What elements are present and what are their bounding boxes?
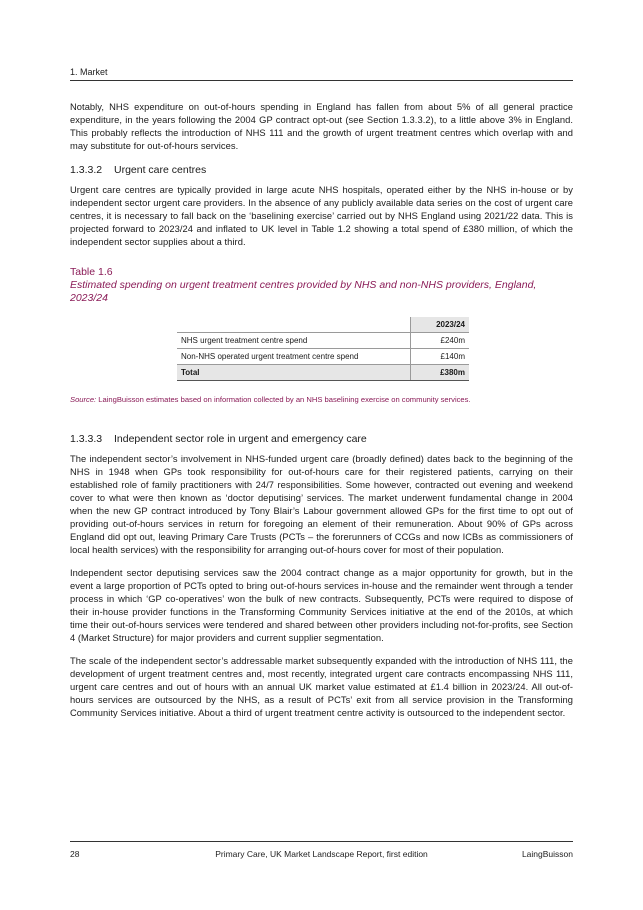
paragraph-independent-sector-history: The independent sector’s involvement in NHS-funded urgent care (broadly defined) dates back to the beginning of the NHS in 1948 when GPs took responsibility for out-of-hours care for their registered patients, carrying on their established role of family practitioners with 24/7 responsibilities. Some however, contracted out evening and weekend cover to what were then known as ‘doctor deputising’ services. The market underwent fundamental change in 2004 when the new GP contract introduced by Tony Blair’s Labour government allowed GPs for the first time to opt out of providing out-of-hours services in return for foregoing an element of their remuneration. About 90% of GPs across England did opt out, leaving Primary Care Trusts (PCTs – the forerunners of CCGs and now ICBs as commissioners of local health services) with the responsibility for arranging out-of-hours cover for most of their population. xyxy=(70,454,573,555)
table-caption: Estimated spending on urgent treatment centres provided by NHS and non-NHS providers, England, 2023/24 xyxy=(70,279,537,304)
table-total-row xyxy=(177,365,469,381)
table-row xyxy=(177,349,469,365)
source-label: Source: xyxy=(70,395,97,404)
section-number: 1.3.3.2 xyxy=(70,164,103,176)
publisher-name: LaingBuisson xyxy=(521,849,573,859)
source-text: LaingBuisson estimates based on information collected by an NHS baselining exercise on community services. xyxy=(96,395,471,404)
running-header: 1. Market xyxy=(70,67,108,77)
section-heading-urgent-care-centres xyxy=(70,163,573,177)
report-title: Primary Care, UK Market Landscape Report, first edition xyxy=(215,849,428,859)
table-total-label: Total xyxy=(177,365,411,381)
section-number: 1.3.3.3 xyxy=(70,433,103,445)
spending-table xyxy=(177,317,469,381)
table-source-note xyxy=(70,395,573,405)
section-title: Urgent care centres xyxy=(114,164,207,176)
paragraph-out-of-hours-spending: Notably, NHS expenditure on out-of-hours spending in England has fallen from about 5% of all general practice expenditure, in the years following the 2004 GP contract opt-out (see Section 1.3.3.2), to a little above 3% in England. This probably reflects the introduction of NHS 111 and the growth of urgent treatment centres which overlap with and may substitute for out-of-hours services. xyxy=(70,102,573,151)
page-number: 28 xyxy=(70,849,80,859)
paragraph-deputising-services: Independent sector deputising services saw the 2004 contract change as a major opportunity for growth, but in the event a large proportion of PCTs opted to bring out-of-hours services in-house and the remainder went through a tender process in which ‘GP co-operatives’ won the bulk of new contracts. Subsequently, PCTs were required to dispose of their in-house provider functions in the Transforming Community Services initiative at the end of the 2010s, at which time their out-of-hours services were tendered and shared between other providers including not-for-profits, see Section 4 (Market Structure) for major providers and current supplier segmentation. xyxy=(70,568,573,643)
table-row-value: £140m xyxy=(411,349,470,365)
section-heading-independent-sector-role xyxy=(70,432,573,446)
table-number: Table 1.6 xyxy=(70,266,113,278)
paragraph-addressable-market: The scale of the independent sector’s addressable market subsequently expanded with the introduction of NHS 111, the development of urgent treatment centres and, most recently, integrated urgent care contracts encompassing NHS 111, urgent care centres and out of hours with an annual UK market value estimated at £1.4 billion in 2023/24. All out-of-hours services are outsourced by the NHS, as a result of PCTs’ exit from all service provision in the Transforming Community Services initiative. About a third of urgent treatment centre activity is outsourced to the independent sector. xyxy=(70,656,573,718)
table-total-value: £380m xyxy=(411,365,470,381)
main-content xyxy=(70,101,573,730)
table-row-label: Non-NHS operated urgent treatment centre spend xyxy=(177,349,411,365)
table-header-empty xyxy=(177,317,411,333)
table-row xyxy=(177,333,469,349)
table-header-row xyxy=(177,317,469,333)
footer-divider xyxy=(70,841,573,842)
paragraph-urgent-care-centres: Urgent care centres are typically provided in large acute NHS hospitals, operated either by the NHS in-house or by independent sector urgent care providers. In the absence of any publicly available data series on the cost of urgent care centres, it is necessary to fall back on the ‘baselining exercise’ carried out by NHS England using 2021/22 data. This is projected forward to 2023/24 and inflated to UK level in Table 1.2 showing a total spend of £380 million, of which the independent sector supplies about a third. xyxy=(70,185,573,247)
header-divider xyxy=(70,80,573,81)
table-row-value: £240m xyxy=(411,333,470,349)
section-title: Independent sector role in urgent and emergency care xyxy=(114,433,367,445)
table-row-label: NHS urgent treatment centre spend xyxy=(177,333,411,349)
table-column-header: 2023/24 xyxy=(411,317,470,333)
